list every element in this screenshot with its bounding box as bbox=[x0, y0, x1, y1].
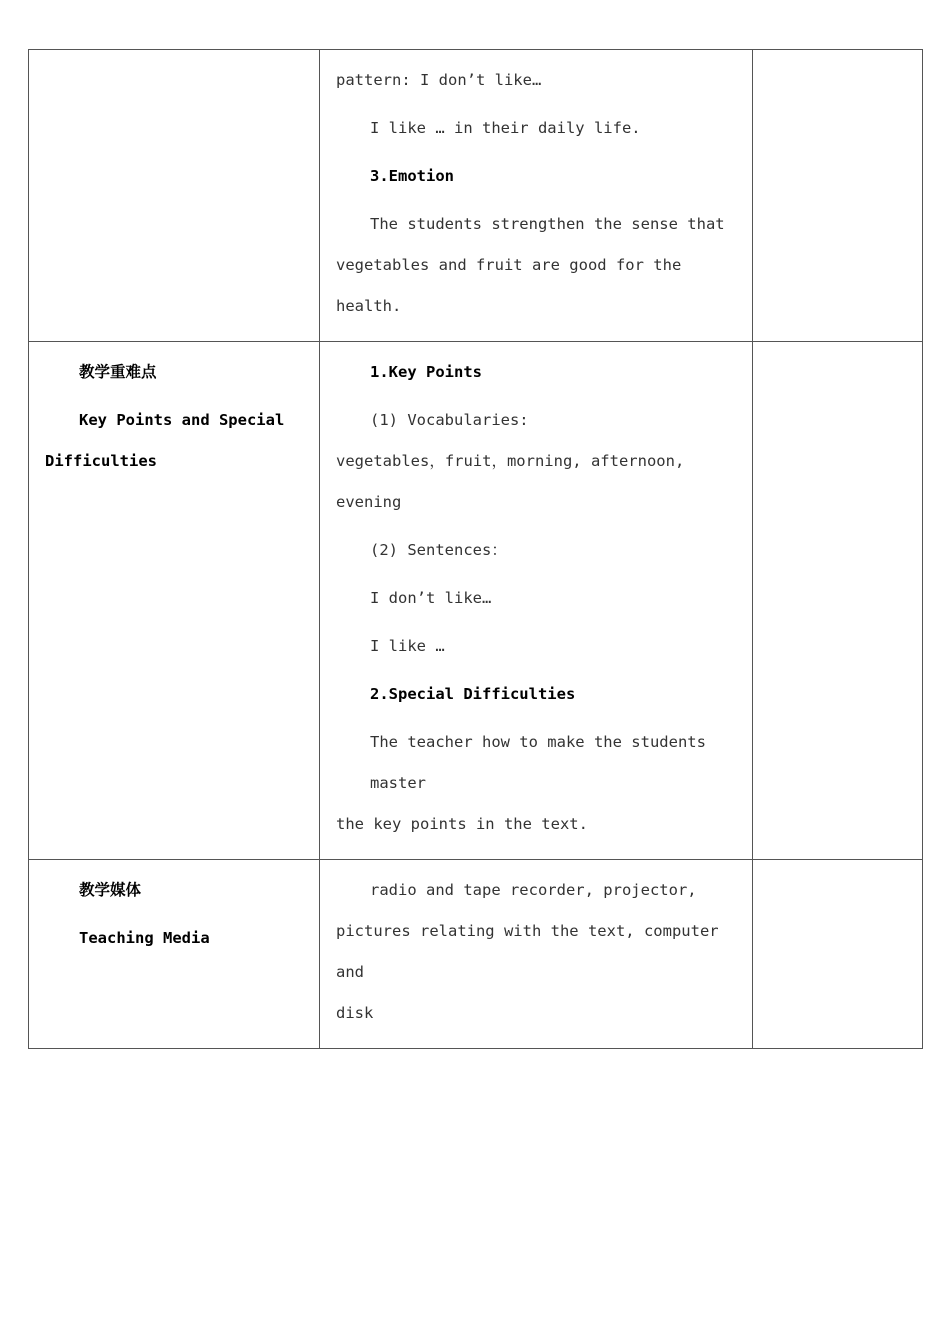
row-1-remarks-cell bbox=[753, 50, 923, 342]
lesson-plan-table bbox=[28, 49, 923, 1049]
content-line: I don’t like… bbox=[370, 589, 492, 607]
content-line: disk bbox=[336, 1004, 374, 1022]
content-line: pictures relating with the text, computer and bbox=[336, 922, 728, 981]
row-3-label-cell bbox=[29, 860, 320, 1049]
section-heading-emotion: 3.Emotion bbox=[370, 167, 454, 185]
row-1-label-content bbox=[29, 50, 319, 74]
content-line: vegetables and fruit are good for the health. bbox=[336, 256, 691, 315]
row-2-content bbox=[320, 342, 752, 859]
table-row-objectives-continued bbox=[29, 50, 923, 342]
content-line: The students strengthen the sense that bbox=[370, 215, 725, 233]
content-line: pattern: I don’t like… bbox=[336, 71, 542, 89]
section-heading-special-difficulties: 2.Special Difficulties bbox=[370, 685, 576, 703]
row-3-content bbox=[320, 860, 752, 1048]
row-2-remarks-cell bbox=[753, 342, 923, 860]
row-3-label-content bbox=[29, 860, 319, 973]
row-1-content bbox=[320, 50, 752, 341]
row-2-label-content bbox=[29, 342, 319, 496]
section-heading-key-points: 1.Key Points bbox=[370, 363, 482, 381]
table-row-key-points bbox=[29, 342, 923, 860]
content-line: (2) Sentences： bbox=[370, 541, 507, 559]
row-1-label-cell bbox=[29, 50, 320, 342]
table-row-teaching-media bbox=[29, 860, 923, 1049]
row-3-remarks-cell bbox=[753, 860, 923, 1049]
row-label-chinese: 教学重难点 bbox=[79, 363, 157, 381]
row-label-english: Teaching Media bbox=[79, 929, 210, 947]
row-label-english: Key Points and Special bbox=[79, 411, 285, 429]
content-line: vegetables，fruit，morning, afternoon, evening bbox=[336, 452, 694, 511]
content-line: the key points in the text. bbox=[336, 815, 588, 833]
content-line: radio and tape recorder, projector, bbox=[370, 881, 697, 899]
row-1-content-cell bbox=[320, 50, 753, 342]
row-3-content-cell bbox=[320, 860, 753, 1049]
content-line: I like … in their daily life. bbox=[370, 119, 641, 137]
content-line: I like … bbox=[370, 637, 445, 655]
row-2-label-cell bbox=[29, 342, 320, 860]
content-line: The teacher how to make the students master bbox=[370, 733, 716, 792]
row-label-english-continued: Difficulties bbox=[45, 452, 157, 470]
row-label-chinese: 教学媒体 bbox=[79, 881, 142, 899]
row-2-content-cell bbox=[320, 342, 753, 860]
content-line: (1) Vocabularies: bbox=[370, 411, 529, 429]
table-body bbox=[29, 50, 923, 1049]
